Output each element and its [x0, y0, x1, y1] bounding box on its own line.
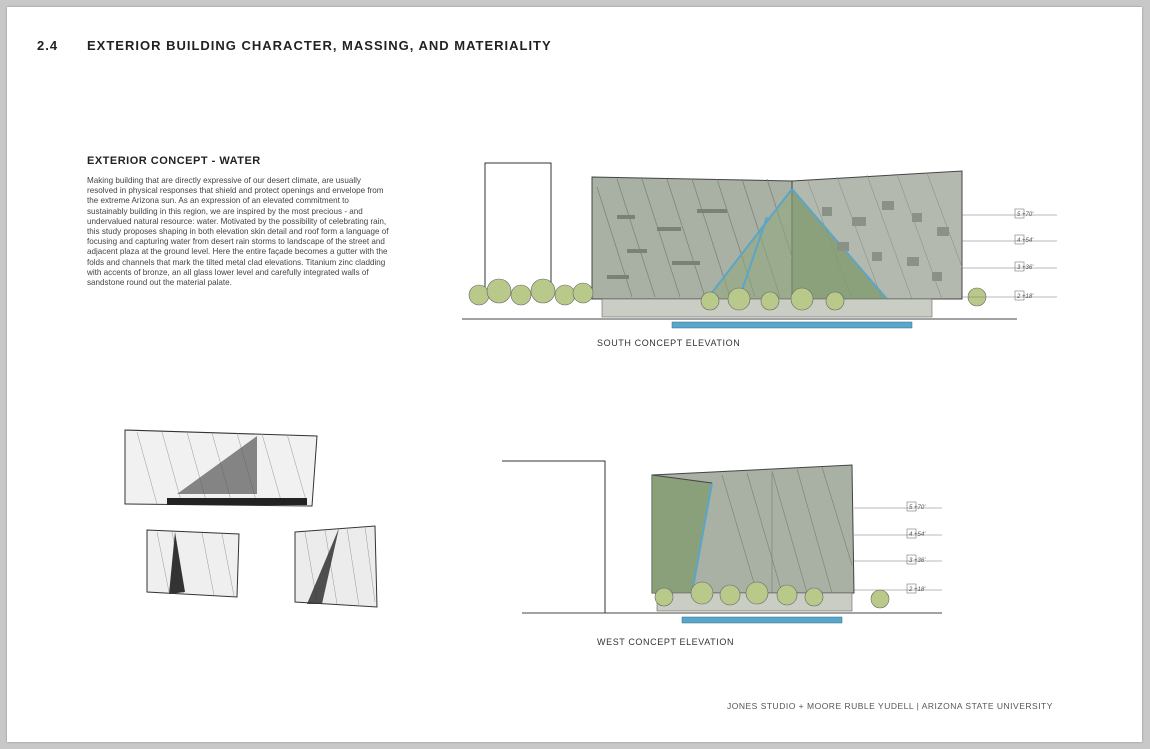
south-level-5-tag: 5 +70' — [1017, 212, 1034, 218]
document-page — [7, 7, 1142, 742]
west-level-4-tag: 4 +54' — [909, 532, 926, 538]
south-level-2-tag: 2 +18' — [1017, 294, 1034, 300]
page-title: EXTERIOR BUILDING CHARACTER, MASSING, AND MATERIALITY — [87, 38, 552, 53]
concept-title: EXTERIOR CONCEPT - WATER — [87, 155, 261, 167]
west-elevation-sketch — [502, 455, 952, 625]
footer-credit: JONES STUDIO + MOORE RUBLE YUDELL | ARIZONA STATE UNIVERSITY — [727, 701, 1053, 711]
west-level-5-tag: 5 +70' — [909, 505, 926, 511]
section-number: 2.4 — [37, 38, 59, 53]
south-level-4-tag: 4 +54' — [1017, 238, 1034, 244]
south-level-3-tag: 3 +36' — [1017, 265, 1034, 271]
concept-body: Making building that are directly expressive of our desert climate, are usually resolved in physical responses that shield and protect openings and envelope from the extreme Arizona sun. As an expression of an elevated commitment to sustainably building in this region, we are inspired by the most precious - and undervalued natural resource: water. Motivated by the possibility of celebrating rain, this study proposes shaping in both elevation skin detail and roof form a language of focusing and capturing water from desert rain storms to landscape of the street and adjacent plaza at the ground level. Here the entire façade becomes a gutter with the folds and channels that mark the tilted metal clad elevations. Titanium zinc cladding with accents of bronze, an all glass lower level and carefully integrated walls of sandstone round out the material palate. — [87, 176, 389, 288]
west-elevation-caption: WEST CONCEPT ELEVATION — [597, 637, 735, 647]
pencil-study-sketches — [107, 422, 387, 607]
south-elevation-caption: SOUTH CONCEPT ELEVATION — [597, 338, 741, 348]
west-level-2-tag: 2 +18' — [909, 587, 926, 593]
south-elevation-sketch — [457, 157, 1067, 327]
west-level-3-tag: 3 +36' — [909, 558, 926, 564]
